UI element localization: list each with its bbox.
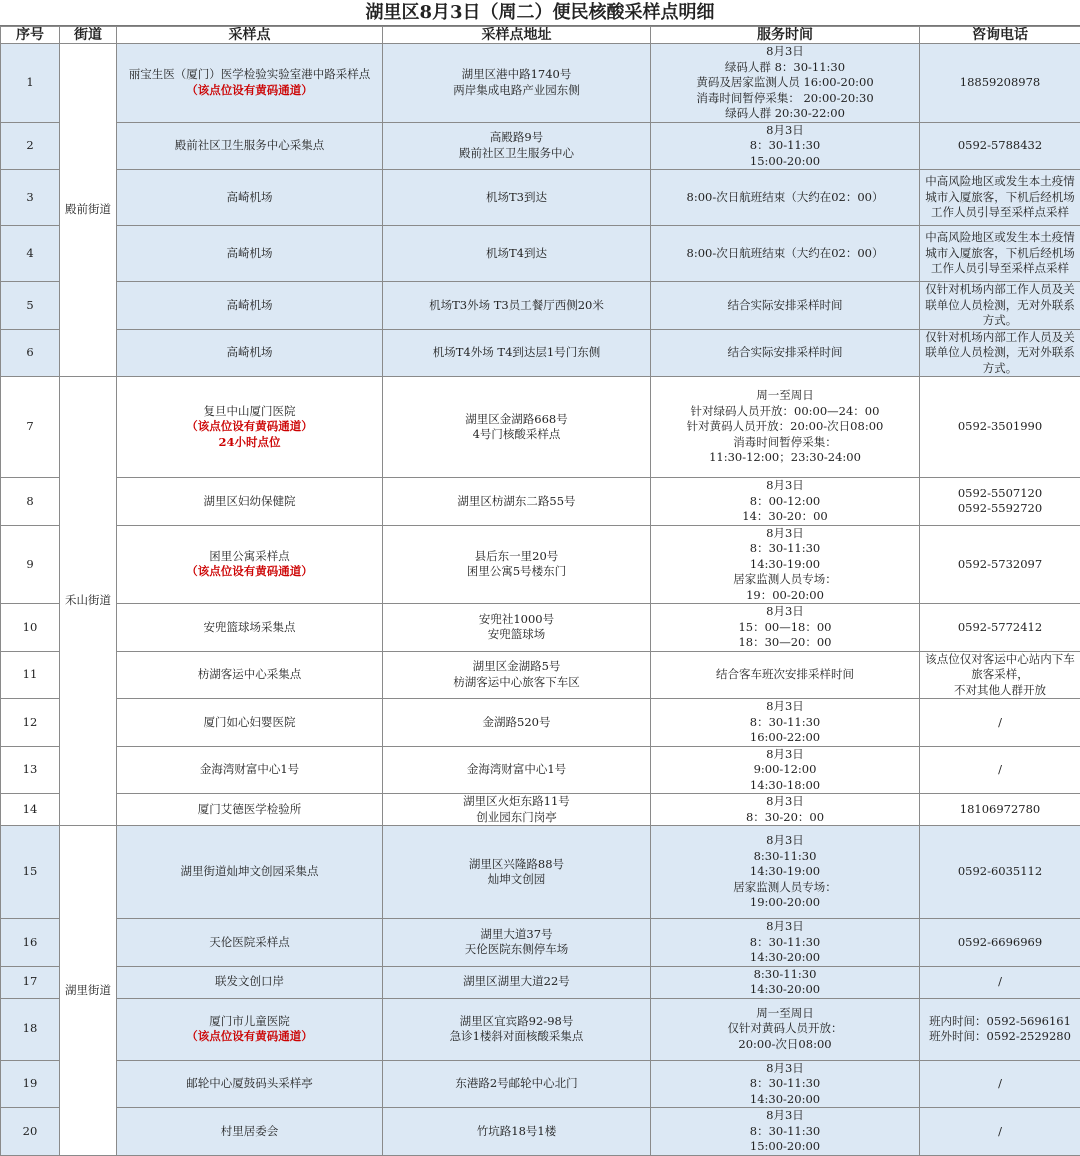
cell-site-line: （该点位设有黄码通道） (119, 1029, 380, 1045)
cell-site-line: （该点位设有黄码通道） (119, 83, 380, 99)
sampling-sites-table (0, 26, 1080, 1156)
cell-site-line: 高崎机场 (119, 246, 380, 262)
cell-phone (920, 998, 1080, 1060)
cell-address (383, 1060, 651, 1108)
cell-service-time-line: 8月3日 (653, 44, 917, 60)
cell-service-time (651, 998, 920, 1060)
table-row (1, 377, 1080, 478)
cell-site-line: 安兜篮球场采集点 (119, 620, 380, 636)
cell-phone (920, 525, 1080, 604)
cell-phone-line: 0592-5772412 (922, 620, 1078, 636)
cell-service-time-line: 8月3日 (653, 526, 917, 542)
cell-phone-line: 18859208978 (922, 75, 1078, 91)
cell-address (383, 478, 651, 526)
cell-site-line: （该点位设有黄码通道） (119, 564, 380, 580)
cell-service-time-line: 周一至周日 (653, 388, 917, 404)
table-row (1, 998, 1080, 1060)
cell-site (117, 746, 383, 794)
cell-phone-line: 中高风险地区或发生本土疫情城市入厦旅客，下机后经机场工作人员引导至采样点采样 (922, 174, 1078, 221)
cell-address-line: 安兜篮球场 (385, 627, 648, 643)
cell-address-line: 湖里大道37号 (385, 927, 648, 943)
cell-site-line: 天伦医院采样点 (119, 935, 380, 951)
cell-phone-line: 不对其他人群开放 (922, 683, 1078, 699)
cell-service-time-line: 20:00-次日08:00 (653, 1037, 917, 1053)
cell-site (117, 794, 383, 826)
cell-address-line: 机场T4到达 (385, 246, 648, 262)
cell-phone-line: 0592-5592720 (922, 501, 1078, 517)
cell-site (117, 44, 383, 123)
cell-phone-line: 0592-5788432 (922, 138, 1078, 154)
cell-no: 6 (1, 329, 60, 377)
cell-service-time-line: 8月3日 (653, 604, 917, 620)
cell-service-time-line: 19：00-20:00 (653, 588, 917, 604)
cell-address (383, 651, 651, 699)
cell-service-time-line: 消毒时间暂停采集： (653, 435, 917, 451)
cell-phone-line: 0592-3501990 (922, 419, 1078, 435)
cell-no: 4 (1, 226, 60, 282)
cell-service-time-line: 结合实际安排采样时间 (653, 298, 917, 314)
cell-address-line: 湖里区火炬东路11号 (385, 794, 648, 810)
cell-service-time (651, 826, 920, 919)
cell-address-line: 县后东一里20号 (385, 549, 648, 565)
cell-site-line: 湖里街道灿坤文创园采集点 (119, 864, 380, 880)
cell-site (117, 1060, 383, 1108)
cell-service-time-line: 周一至周日 (653, 1006, 917, 1022)
cell-no: 20 (1, 1108, 60, 1156)
cell-phone-line: 班内时间：0592-5696161 (922, 1014, 1078, 1030)
cell-service-time-line: 14:30-19:00 (653, 557, 917, 573)
cell-phone-line: / (922, 1076, 1078, 1092)
cell-address-line: 东港路2号邮轮中心北门 (385, 1076, 648, 1092)
cell-site (117, 478, 383, 526)
cell-address (383, 919, 651, 967)
cell-service-time-line: 14:30-20:00 (653, 982, 917, 998)
table-row (1, 226, 1080, 282)
cell-phone (920, 1060, 1080, 1108)
cell-address (383, 329, 651, 377)
table-row (1, 282, 1080, 330)
cell-site-line: 湖里区妇幼保健院 (119, 494, 380, 510)
cell-address (383, 746, 651, 794)
cell-service-time (651, 699, 920, 747)
cell-no: 3 (1, 170, 60, 226)
cell-address (383, 826, 651, 919)
cell-site (117, 651, 383, 699)
cell-address-line: 湖里区金湖路668号 (385, 412, 648, 428)
cell-service-time (651, 746, 920, 794)
cell-service-time-line: 9:00-12:00 (653, 762, 917, 778)
cell-site (117, 329, 383, 377)
cell-phone (920, 919, 1080, 967)
cell-address-line: 枋湖客运中心旅客下车区 (385, 675, 648, 691)
cell-address (383, 525, 651, 604)
cell-service-time (651, 170, 920, 226)
cell-site-line: 高崎机场 (119, 345, 380, 361)
cell-address-line: 金海湾财富中心1号 (385, 762, 648, 778)
cell-address (383, 794, 651, 826)
table-row (1, 651, 1080, 699)
cell-phone-line: / (922, 1124, 1078, 1140)
cell-service-time (651, 377, 920, 478)
cell-no: 15 (1, 826, 60, 919)
cell-address-line: 湖里区金湖路5号 (385, 659, 648, 675)
cell-service-time-line: 19:00-20:00 (653, 895, 917, 911)
cell-service-time-line: 8:30-11:30 (653, 849, 917, 865)
cell-phone (920, 170, 1080, 226)
cell-service-time (651, 44, 920, 123)
cell-service-time-line: 8：30-11:30 (653, 1124, 917, 1140)
cell-service-time-line: 8月3日 (653, 833, 917, 849)
cell-site-line: （该点位设有黄码通道） (119, 419, 380, 435)
cell-no: 14 (1, 794, 60, 826)
cell-site-line: 24小时点位 (119, 435, 380, 451)
cell-service-time-line: 14:30-20:00 (653, 1092, 917, 1108)
cell-no: 18 (1, 998, 60, 1060)
cell-site (117, 699, 383, 747)
cell-no: 5 (1, 282, 60, 330)
table-row (1, 122, 1080, 170)
cell-site (117, 966, 383, 998)
cell-address (383, 377, 651, 478)
cell-service-time (651, 1108, 920, 1156)
cell-phone-line: 班外时间：0592-2529280 (922, 1029, 1078, 1045)
cell-phone (920, 329, 1080, 377)
cell-phone-line: 0592-5507120 (922, 486, 1078, 502)
cell-phone-line: 中高风险地区或发生本土疫情城市入厦旅客，下机后经机场工作人员引导至采样点采样 (922, 230, 1078, 277)
table-row (1, 826, 1080, 919)
header-site: 采样点 (117, 27, 383, 44)
cell-phone (920, 226, 1080, 282)
cell-service-time-line: 针对黄码人员开放：20:00-次日08:00 (653, 419, 917, 435)
cell-site-line: 金海湾财富中心1号 (119, 762, 380, 778)
cell-phone-line: 0592-6696969 (922, 935, 1078, 951)
table-row (1, 170, 1080, 226)
cell-service-time-line: 结合客车班次安排采样时间 (653, 667, 917, 683)
cell-service-time (651, 794, 920, 826)
header-street: 街道 (60, 27, 117, 44)
cell-service-time-line: 11:30-12:00；23:30-24:00 (653, 450, 917, 466)
cell-phone-line: 仅针对机场内部工作人员及关联单位人员检测，无对外联系方式。 (922, 330, 1078, 377)
cell-service-time-line: 16:00-22:00 (653, 730, 917, 746)
cell-address-line: 湖里区枋湖东二路55号 (385, 494, 648, 510)
cell-phone (920, 478, 1080, 526)
cell-service-time-line: 8月3日 (653, 1061, 917, 1077)
cell-phone (920, 966, 1080, 998)
cell-site (117, 226, 383, 282)
cell-service-time (651, 604, 920, 652)
cell-phone (920, 826, 1080, 919)
cell-address-line: 4号门核酸采样点 (385, 427, 648, 443)
cell-address-line: 急诊1楼斜对面核酸采集点 (385, 1029, 648, 1045)
cell-site (117, 826, 383, 919)
cell-no: 8 (1, 478, 60, 526)
cell-service-time-line: 8月3日 (653, 747, 917, 763)
cell-phone-line: / (922, 715, 1078, 731)
cell-site-line: 厦门市儿童医院 (119, 1014, 380, 1030)
cell-street: 殿前街道 (60, 44, 117, 377)
cell-site (117, 919, 383, 967)
cell-service-time-line: 黄码及居家监测人员 16:00-20:00 (653, 75, 917, 91)
cell-site-line: 高崎机场 (119, 298, 380, 314)
cell-address-line: 两岸集成电路产业园东侧 (385, 83, 648, 99)
cell-no: 16 (1, 919, 60, 967)
cell-address-line: 创业园东门岗亭 (385, 810, 648, 826)
cell-service-time-line: 8月3日 (653, 123, 917, 139)
cell-phone (920, 282, 1080, 330)
cell-phone (920, 699, 1080, 747)
cell-site (117, 998, 383, 1060)
cell-site (117, 525, 383, 604)
header-address: 采样点地址 (383, 27, 651, 44)
table-row (1, 604, 1080, 652)
table-row (1, 746, 1080, 794)
table-row (1, 1108, 1080, 1156)
cell-service-time-line: 8：30-11:30 (653, 1076, 917, 1092)
cell-phone (920, 1108, 1080, 1156)
cell-no: 17 (1, 966, 60, 998)
cell-site-line: 殿前社区卫生服务中心采集点 (119, 138, 380, 154)
cell-address-line: 机场T4外场 T4到达层1号门东侧 (385, 345, 648, 361)
header-phone: 咨询电话 (920, 27, 1080, 44)
cell-service-time-line: 8：30-11:30 (653, 541, 917, 557)
cell-site-line: 丽宝生医（厦门）医学检验实验室港中路采样点 (119, 67, 380, 83)
cell-address (383, 122, 651, 170)
cell-service-time (651, 966, 920, 998)
cell-site (117, 377, 383, 478)
cell-service-time-line: 居家监测人员专场： (653, 880, 917, 896)
cell-address-line: 湖里区兴隆路88号 (385, 857, 648, 873)
header-row (1, 27, 1080, 44)
cell-service-time (651, 651, 920, 699)
cell-service-time-line: 结合实际安排采样时间 (653, 345, 917, 361)
cell-address (383, 44, 651, 123)
cell-site (117, 604, 383, 652)
cell-address-line: 高殿路9号 (385, 130, 648, 146)
cell-address (383, 604, 651, 652)
cell-address-line: 竹坑路18号1楼 (385, 1124, 648, 1140)
cell-service-time-line: 8月3日 (653, 699, 917, 715)
cell-service-time-line: 针对绿码人员开放：00:00—24：00 (653, 404, 917, 420)
cell-service-time (651, 478, 920, 526)
cell-site-line: 枋湖客运中心采集点 (119, 667, 380, 683)
table-row (1, 329, 1080, 377)
cell-service-time-line: 8:00-次日航班结束（大约在02：00） (653, 190, 917, 206)
cell-phone-line: / (922, 974, 1078, 990)
cell-service-time (651, 525, 920, 604)
cell-phone-line: 18106972780 (922, 802, 1078, 818)
cell-phone (920, 122, 1080, 170)
cell-address-line: 机场T3外场 T3员工餐厅西侧20米 (385, 298, 648, 314)
cell-phone (920, 746, 1080, 794)
cell-site (117, 170, 383, 226)
cell-no: 2 (1, 122, 60, 170)
cell-no: 10 (1, 604, 60, 652)
cell-address (383, 170, 651, 226)
cell-service-time-line: 18：30—20：00 (653, 635, 917, 651)
header-service-time: 服务时间 (651, 27, 920, 44)
cell-site-line: 囷里公寓采样点 (119, 549, 380, 565)
cell-service-time-line: 8月3日 (653, 794, 917, 810)
cell-phone-line: 该点位仅对客运中心站内下车旅客采样， (922, 652, 1078, 683)
table-row (1, 966, 1080, 998)
cell-site (117, 1108, 383, 1156)
cell-service-time-line: 8月3日 (653, 919, 917, 935)
table-row (1, 699, 1080, 747)
cell-address (383, 966, 651, 998)
cell-service-time-line: 8：30-11:30 (653, 715, 917, 731)
cell-service-time-line: 仅针对黄码人员开放： (653, 1021, 917, 1037)
cell-service-time-line: 绿码人群 8：30-11:30 (653, 60, 917, 76)
cell-address-line: 殿前社区卫生服务中心 (385, 146, 648, 162)
cell-phone (920, 794, 1080, 826)
cell-address-line: 湖里区宜宾路92-98号 (385, 1014, 648, 1030)
cell-address (383, 1108, 651, 1156)
cell-no: 9 (1, 525, 60, 604)
cell-service-time-line: 8：30-11:30 (653, 935, 917, 951)
cell-service-time-line: 8月3日 (653, 1108, 917, 1124)
cell-service-time-line: 8:30-11:30 (653, 967, 917, 983)
cell-service-time-line: 居家监测人员专场： (653, 572, 917, 588)
cell-service-time (651, 329, 920, 377)
cell-site-line: 村里居委会 (119, 1124, 380, 1140)
cell-phone (920, 651, 1080, 699)
cell-site-line: 复旦中山厦门医院 (119, 404, 380, 420)
cell-no: 13 (1, 746, 60, 794)
cell-service-time (651, 919, 920, 967)
cell-street: 禾山街道 (60, 377, 117, 826)
cell-service-time-line: 14:30-20:00 (653, 950, 917, 966)
cell-no: 19 (1, 1060, 60, 1108)
cell-site (117, 282, 383, 330)
cell-service-time-line: 14:30-19:00 (653, 864, 917, 880)
cell-phone (920, 377, 1080, 478)
cell-street: 湖里街道 (60, 826, 117, 1156)
table-row (1, 44, 1080, 123)
cell-service-time-line: 消毒时间暂停采集： 20:00-20:30 (653, 91, 917, 107)
cell-no: 11 (1, 651, 60, 699)
cell-phone-line: 仅针对机场内部工作人员及关联单位人员检测，无对外联系方式。 (922, 282, 1078, 329)
cell-phone-line: / (922, 762, 1078, 778)
cell-address-line: 机场T3到达 (385, 190, 648, 206)
cell-address (383, 226, 651, 282)
cell-service-time-line: 15:00-20:00 (653, 154, 917, 170)
table-row (1, 525, 1080, 604)
cell-service-time (651, 226, 920, 282)
cell-address-line: 金湖路520号 (385, 715, 648, 731)
header-no: 序号 (1, 27, 60, 44)
cell-service-time-line: 14：30-20：00 (653, 509, 917, 525)
cell-address-line: 灿坤文创园 (385, 872, 648, 888)
cell-phone-line: 0592-6035112 (922, 864, 1078, 880)
cell-site-line: 邮轮中心厦鼓码头采样亭 (119, 1076, 380, 1092)
cell-site-line: 厦门如心妇婴医院 (119, 715, 380, 731)
cell-service-time-line: 15:00-20:00 (653, 1139, 917, 1155)
cell-service-time-line: 15：00—18：00 (653, 620, 917, 636)
cell-service-time-line: 8月3日 (653, 478, 917, 494)
table-row (1, 794, 1080, 826)
cell-no: 7 (1, 377, 60, 478)
table-row (1, 1060, 1080, 1108)
cell-address-line: 囷里公寓5号楼东门 (385, 564, 648, 580)
cell-service-time-line: 8：30-20：00 (653, 810, 917, 826)
cell-address (383, 998, 651, 1060)
cell-no: 12 (1, 699, 60, 747)
cell-address-line: 天伦医院东侧停车场 (385, 942, 648, 958)
cell-phone (920, 604, 1080, 652)
cell-address-line: 湖里区港中路1740号 (385, 67, 648, 83)
cell-address-line: 安兜社1000号 (385, 612, 648, 628)
cell-service-time-line: 绿码人群 20:30-22:00 (653, 106, 917, 122)
cell-site-line: 联发文创口岸 (119, 974, 380, 990)
cell-no: 1 (1, 44, 60, 123)
cell-address-line: 湖里区湖里大道22号 (385, 974, 648, 990)
table-row (1, 919, 1080, 967)
cell-phone (920, 44, 1080, 123)
cell-service-time-line: 8：30-11:30 (653, 138, 917, 154)
table-row (1, 478, 1080, 526)
cell-service-time-line: 14:30-18:00 (653, 778, 917, 794)
cell-address (383, 699, 651, 747)
cell-site (117, 122, 383, 170)
cell-service-time (651, 122, 920, 170)
cell-site-line: 厦门艾德医学检验所 (119, 802, 380, 818)
cell-service-time (651, 1060, 920, 1108)
cell-address (383, 282, 651, 330)
cell-phone-line: 0592-5732097 (922, 557, 1078, 573)
cell-site-line: 高崎机场 (119, 190, 380, 206)
cell-service-time-line: 8：00-12:00 (653, 494, 917, 510)
cell-service-time (651, 282, 920, 330)
page-title: 湖里区8月3日（周二）便民核酸采样点明细 (0, 0, 1080, 26)
cell-service-time-line: 8:00-次日航班结束（大约在02：00） (653, 246, 917, 262)
